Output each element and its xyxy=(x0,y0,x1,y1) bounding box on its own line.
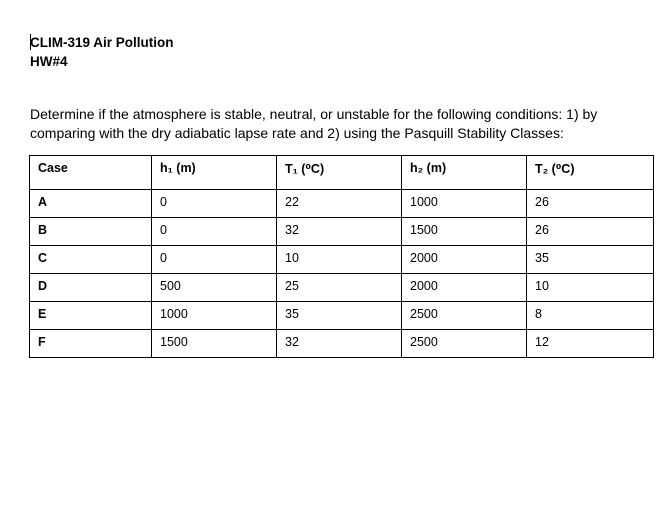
h2-cell: 2500 xyxy=(402,302,527,330)
t2-cell: 26 xyxy=(527,218,654,246)
t2-cell: 8 xyxy=(527,302,654,330)
table-row xyxy=(30,302,654,330)
h2-cell: 2500 xyxy=(402,330,527,358)
t1-cell: 25 xyxy=(277,274,402,302)
t1-cell: 35 xyxy=(277,302,402,330)
h1-cell: 0 xyxy=(152,218,277,246)
h2-cell: 1500 xyxy=(402,218,527,246)
h2-cell: 2000 xyxy=(402,274,527,302)
table-row xyxy=(30,218,654,246)
case-cell: F xyxy=(30,330,152,358)
header-case: Case xyxy=(30,156,152,190)
h1-cell: 1000 xyxy=(152,302,277,330)
case-cell: E xyxy=(30,302,152,330)
case-cell: A xyxy=(30,190,152,218)
header-h1: h₁ (m) xyxy=(152,156,277,190)
table-header-row xyxy=(30,156,654,190)
table-row xyxy=(30,190,654,218)
t2-cell: 12 xyxy=(527,330,654,358)
t2-cell: 26 xyxy=(527,190,654,218)
h1-cell: 1500 xyxy=(152,330,277,358)
t2-cell: 35 xyxy=(527,246,654,274)
h1-cell: 0 xyxy=(152,246,277,274)
table-row xyxy=(30,246,654,274)
header-h2: h₂ (m) xyxy=(402,156,527,190)
header-t2: T₂ (⁰C) xyxy=(527,156,654,190)
t1-cell: 32 xyxy=(277,218,402,246)
t1-cell: 32 xyxy=(277,330,402,358)
case-cell: D xyxy=(30,274,152,302)
conditions-table xyxy=(29,155,654,358)
h1-cell: 500 xyxy=(152,274,277,302)
document-header xyxy=(30,33,174,71)
t1-cell: 22 xyxy=(277,190,402,218)
instructions-paragraph: Determine if the atmosphere is stable, neutral, or unstable for the following conditions: 1) by comparing with the dry adiabatic lapse rate and 2) using the Pasquill Stability Classes: xyxy=(30,106,598,141)
h1-cell: 0 xyxy=(152,190,277,218)
case-cell: C xyxy=(30,246,152,274)
header-t1: T₁ (⁰C) xyxy=(277,156,402,190)
h2-cell: 2000 xyxy=(402,246,527,274)
t2-cell: 10 xyxy=(527,274,654,302)
h2-cell: 1000 xyxy=(402,190,527,218)
table-row xyxy=(30,330,654,358)
case-cell: B xyxy=(30,218,152,246)
table-row xyxy=(30,274,654,302)
t1-cell: 10 xyxy=(277,246,402,274)
course-title: CLIM-319 Air Pollution xyxy=(30,35,174,50)
assignment-label: HW#4 xyxy=(30,54,68,69)
